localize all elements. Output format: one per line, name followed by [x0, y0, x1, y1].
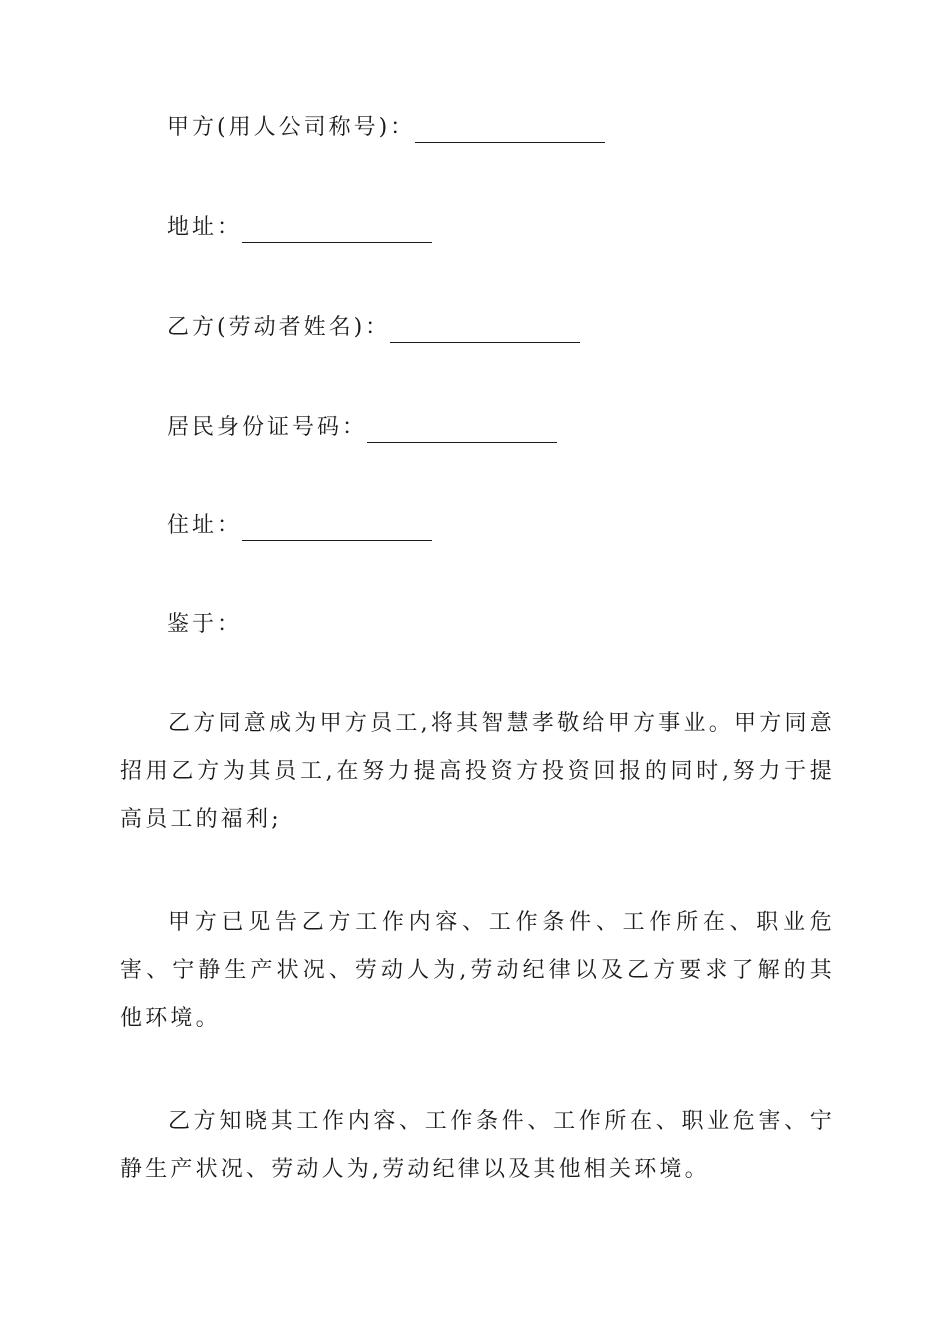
- party-b-name-field: [167, 313, 580, 343]
- paragraph-1: 乙方同意成为甲方员工,将其智慧孝敬给甲方事业。甲方同意招用乙方为其员工,在努力提高投资方投资回报的同时,努力于提高员工的福利;: [120, 711, 835, 832]
- id-number-label: 居民身份证号码：: [167, 415, 368, 440]
- party-a-name-blank: [415, 120, 605, 143]
- whereas-heading: [167, 610, 242, 640]
- party-a-address-field: [167, 213, 432, 243]
- party-a-name-label: 甲方(用人公司称号)：: [167, 115, 416, 140]
- whereas-label: 鉴于：: [167, 612, 243, 637]
- party-b-address-label: 住址：: [167, 513, 243, 538]
- party-b-name-label: 乙方(劳动者姓名)：: [167, 315, 391, 340]
- party-a-name-field: [167, 113, 605, 143]
- paragraph-3: 乙方知晓其工作内容、工作条件、工作所在、职业危害、宁静生产状况、劳动人为,劳动纪律以及其他相关环境。: [120, 1109, 835, 1182]
- party-b-name-blank: [390, 320, 580, 343]
- party-a-address-label: 地址：: [167, 215, 243, 240]
- id-number-blank: [367, 420, 557, 443]
- party-b-address-blank: [242, 518, 432, 541]
- party-a-address-blank: [242, 220, 432, 243]
- party-b-address-field: [167, 511, 432, 541]
- id-number-field: [167, 413, 557, 443]
- paragraph-2: 甲方已见告乙方工作内容、工作条件、工作所在、职业危害、宁静生产状况、劳动人为,劳动纪律以及乙方要求了解的其他环境。: [120, 910, 835, 1031]
